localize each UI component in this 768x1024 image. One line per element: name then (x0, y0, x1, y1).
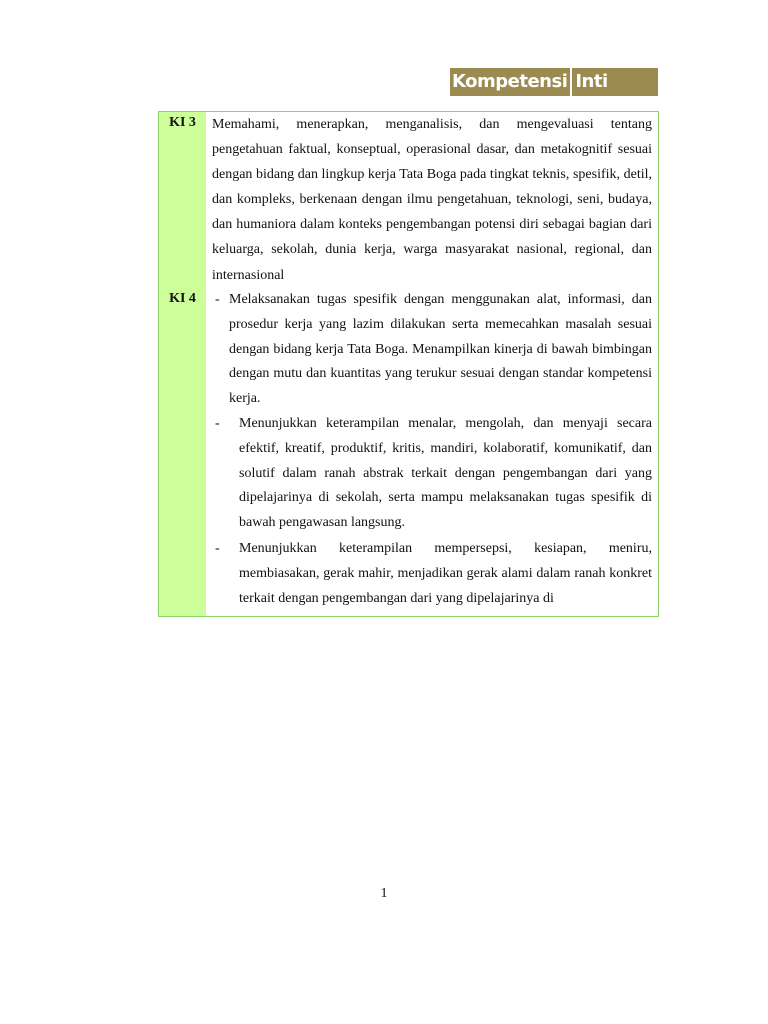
ki4-item-2 (239, 412, 652, 536)
row-label-ki3: KI 3 (169, 115, 196, 130)
ki4-item-1-text: Melaksanakan tugas spesifik dengan menggunakan alat, informasi, dan prosedur kerja yang lazim dilakukan serta memecahkan masalah sesuai dengan bidang kerja Tata Boga. Menampilkan kinerja di bawah bimbingan dengan mutu dan kuantitas yang terukur sesuai dengan standar kompetensi kerja. (229, 292, 652, 407)
page-number: 1 (380, 886, 388, 901)
ki4-item-2-text: Menunjukkan keterampilan menalar, mengolah, dan menyaji secara efektif, kreatif, produktif, kritis, mandiri, kolaboratif, komunikatif, dan solutif dalam ranah abstrak terkait dengan pengembangan dari yang dipelajarinya di sekolah, serta mampu melaksanakan tugas spesifik di bawah pengawasan langsung. (239, 416, 652, 531)
row-label-ki4: KI 4 (169, 291, 196, 306)
section-title-part1: Kompetensi (450, 68, 572, 96)
list-bullet: - (215, 292, 220, 307)
ki3-description: Memahami, menerapkan, menganalisis, dan mengevaluasi tentang pengetahuan faktual, konseptual, operasional dasar, dan metakognitif sesuai dengan bidang dan lingkup kerja Tata Boga pada tingkat teknis, spesifik, detil, dan kompleks, berkenaan dengan ilmu pengetahuan, teknologi, seni, budaya, dan humaniora dalam konteks pengembangan potensi diri sebagai bagian dari keluarga, sekolah, dunia kerja, warga masyarakat nasional, regional, dan internasional (212, 117, 652, 283)
list-bullet: - (215, 541, 220, 556)
ki4-item-1 (229, 288, 652, 412)
section-header (450, 68, 658, 96)
list-bullet: - (215, 416, 220, 431)
ki4-item-3-text: Menunjukkan keterampilan mempersepsi, kesiapan, meniru, membiasakan, gerak mahir, menjadikan gerak alami dalam ranah konkret terkait dengan pengembangan dari yang dipelajarinya di (239, 541, 652, 606)
label-column (159, 112, 206, 616)
ki4-item-3 (239, 537, 652, 611)
section-title-part2: Inti (575, 71, 608, 92)
competency-table (158, 111, 659, 617)
